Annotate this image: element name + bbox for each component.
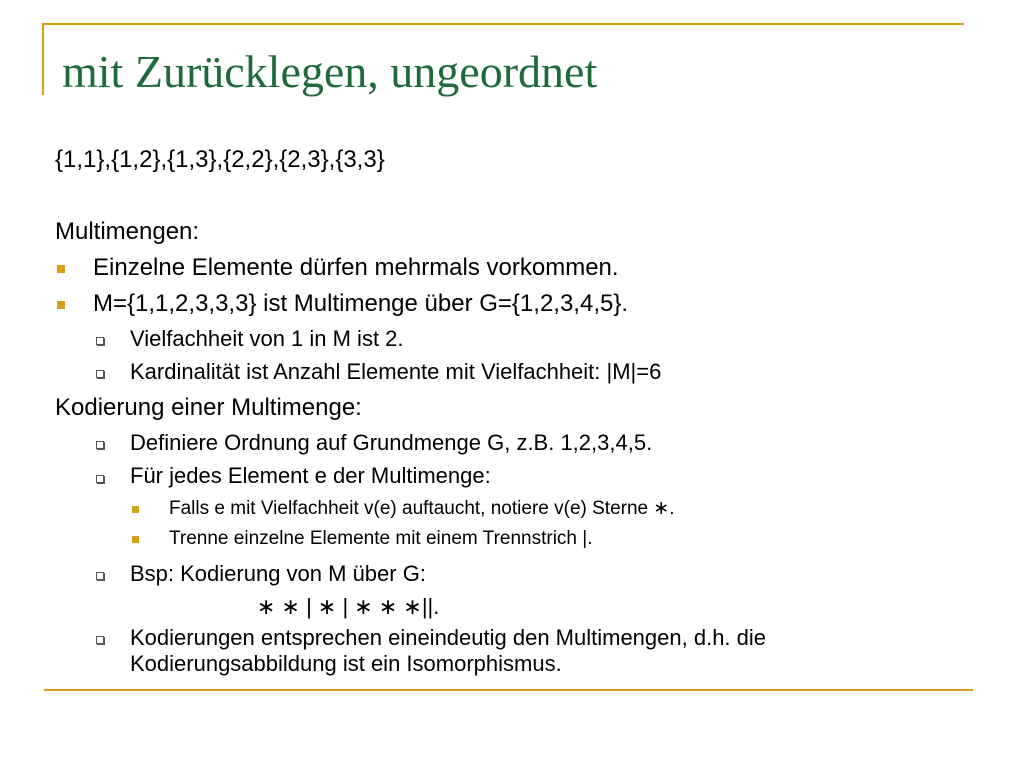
bullet-square-icon [57, 301, 65, 309]
multimengen-bullet-2: M={1,1,2,3,3,3} ist Multimenge über G={1,2,3,4,5}. [93, 290, 629, 317]
hollow-square-bullet-icon [96, 441, 104, 449]
encoding-example: ∗ ∗ | ∗ | ∗ ∗ ∗||. [257, 594, 440, 619]
frame-bottom-rule [44, 689, 973, 691]
kodierung-subsubbullet-2: Trenne einzelne Elemente mit einem Trennstrich |. [169, 528, 593, 549]
multimengen-subbullet-1: Vielfachheit von 1 in M ist 2. [130, 326, 404, 351]
kodierung-subbullet-1: Definiere Ordnung auf Grundmenge G, z.B. 1,2,3,4,5. [130, 430, 653, 455]
bullet-square-icon [57, 265, 65, 273]
kodierung-subbullet-4: Kodierungen entsprechen eineindeutig den Multimengen, d.h. die [130, 625, 767, 650]
kodierung-subsubbullet-1: Falls e mit Vielfachheit v(e) auftaucht, notiere v(e) Sterne ∗. [169, 498, 675, 519]
multimengen-subbullet-2: Kardinalität ist Anzahl Elemente mit Vielfachheit: |M|=6 [130, 359, 662, 384]
kodierung-subbullet-2: Für jedes Element e der Multimenge: [130, 463, 491, 488]
small-bullet-square-icon [132, 506, 139, 513]
kodierung-heading: Kodierung einer Multimenge: [55, 394, 362, 421]
slide-title: mit Zurücklegen, ungeordnet [62, 46, 598, 97]
hollow-square-bullet-icon [96, 370, 104, 378]
kodierung-subbullet-4-continued: Kodierungsabbildung ist ein Isomorphismus. [130, 651, 562, 676]
kodierung-subbullet-3: Bsp: Kodierung von M über G: [130, 561, 426, 586]
hollow-square-bullet-icon [96, 475, 104, 483]
frame-top-rule [42, 23, 964, 25]
multimengen-bullet-1: Einzelne Elemente dürfen mehrmals vorkommen. [93, 254, 619, 281]
frame-left-rule [42, 23, 44, 95]
hollow-square-bullet-icon [96, 572, 104, 580]
small-bullet-square-icon [132, 536, 139, 543]
hollow-square-bullet-icon [96, 337, 104, 345]
sets-line: {1,1},{1,2},{1,3},{2,2},{2,3},{3,3} [55, 146, 385, 173]
hollow-square-bullet-icon [96, 636, 104, 644]
multimengen-heading: Multimengen: [55, 218, 200, 245]
